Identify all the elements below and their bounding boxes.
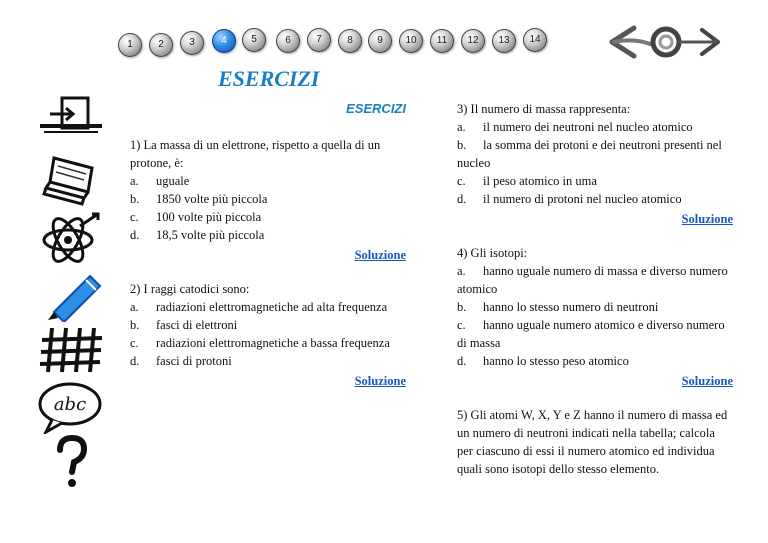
question-1-text: 1) La massa di un elettrone, rispetto a quella di un protone, è: [130,138,381,170]
page-14-button[interactable]: 14 [523,28,547,52]
question-4-text: 4) Gli isotopi: [457,246,528,260]
option-4c: c. hanno uguale numero atomico e diverso numero di massa [457,318,725,350]
solution-link-4[interactable]: Soluzione [681,374,733,388]
page-11-button[interactable]: 11 [430,29,454,53]
solution-link-3[interactable]: Soluzione [681,212,733,226]
atom-icon[interactable] [36,210,106,266]
option-1a: a. uguale [130,174,190,188]
option-4d: d. hanno lo stesso peso atomico [457,354,629,368]
page-13-button[interactable]: 13 [492,29,516,53]
option-4a: a. hanno uguale numero di massa e diverso numero atomico [457,264,728,296]
option-3a: a. il numero dei neutroni nel nucleo atomico [457,120,693,134]
page-8-button[interactable]: 8 [338,29,362,53]
pencil-icon[interactable] [36,266,106,322]
page-6-button[interactable]: 6 [276,29,300,53]
svg-text:abc: abc [53,394,87,415]
solution-link-2[interactable]: Soluzione [354,374,406,388]
left-column [130,100,406,390]
question-3-text: 3) Il numero di massa rappresenta: [457,102,631,116]
page-1-button[interactable]: 1 [118,33,142,57]
solution-link-1[interactable]: Soluzione [354,248,406,262]
option-3c: c. il peso atomico in uma [457,174,597,188]
page-3-button[interactable]: 3 [180,31,204,55]
question-2-text: 2) I raggi catodici sono: [130,282,250,296]
option-2d: d. fasci di protoni [130,354,232,368]
page-title: ESERCIZI [218,66,320,91]
abc-speech-icon[interactable] [36,378,106,434]
exit-door-icon[interactable] [36,92,106,148]
right-column [457,100,733,478]
page-selector [118,27,558,57]
page-10-button[interactable]: 10 [399,29,423,53]
page-5-button[interactable]: 5 [242,28,266,52]
forward-arrow-icon[interactable] [680,30,718,54]
book-stack-icon[interactable] [36,152,106,208]
grid-hash-icon[interactable] [36,322,106,378]
navigation-controls [604,20,724,64]
option-1c: c. 100 volte più piccola [130,210,262,224]
back-arrow-icon[interactable] [612,28,650,56]
page-9-button[interactable]: 9 [368,29,392,53]
option-1d: d. 18,5 volte più piccola [130,228,265,242]
home-ring-icon[interactable] [653,29,679,55]
option-2c: c. radiazioni elettromagnetiche a bassa frequenza [130,336,390,350]
page-12-button[interactable]: 12 [461,29,485,53]
option-3d: d. il numero di protoni nel nucleo atomico [457,192,682,206]
question-mark-icon[interactable] [36,434,106,490]
option-2a: a. radiazioni elettromagnetiche ad alta frequenza [130,300,388,314]
option-3b: b. la somma dei protoni e dei neutroni presenti nel nucleo [457,138,722,170]
option-1b: b. 1850 volte più piccola [130,192,268,206]
question-5-text: 5) Gli atomi W, X, Y e Z hanno il numero di massa ed un numero di neutroni indicati nella tabella; calcola per ciascuno di essi il numero atomico ed individua quali sono isotopi dello stesso elemento. [457,408,728,476]
option-4b: b. hanno lo stesso numero di neutroni [457,300,659,314]
page-2-button[interactable]: 2 [149,33,173,57]
page-7-button[interactable]: 7 [307,28,331,52]
page-4-button[interactable]: 4 [212,29,236,53]
option-2b: b. fasci di elettroni [130,318,238,332]
column-heading: ESERCIZI [346,101,406,116]
